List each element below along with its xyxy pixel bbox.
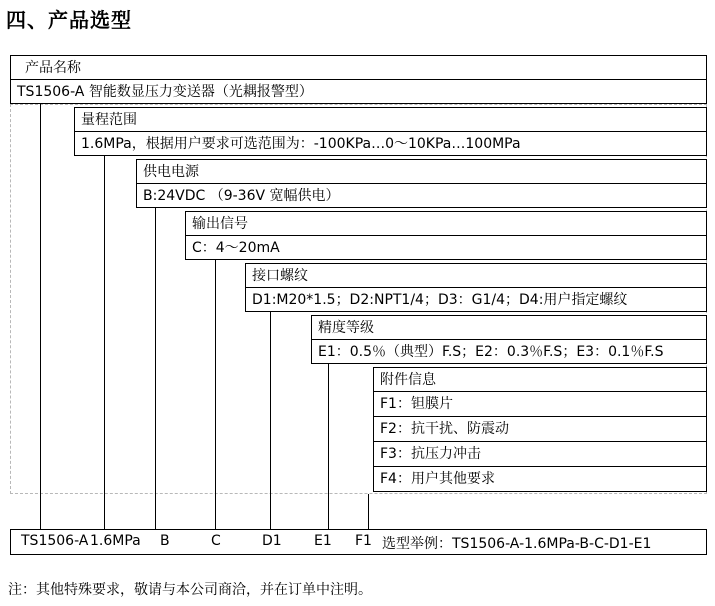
connector-accessories	[368, 494, 369, 530]
thread-value-text: D1:M20*1.5；D2:NPT1/4；D3：G1/4；D4:用户指定螺纹	[252, 292, 628, 308]
accessory-item	[373, 466, 707, 492]
product-name-value	[10, 79, 707, 104]
accuracy-header-label: 精度等级	[318, 320, 374, 336]
connector-range	[104, 156, 105, 530]
accessory-item-label: F1：钽膜片	[380, 396, 453, 412]
connector-product	[40, 104, 41, 530]
connector-accuracy	[328, 364, 329, 530]
code-model: TS1506-A	[21, 533, 89, 549]
accuracy-value	[311, 339, 707, 364]
range-value-text: 1.6MPa，根据用户要求可选范围为：-100KPa…0～10KPa…100MPa	[81, 136, 521, 152]
connector-power	[155, 208, 156, 530]
signal-value-text: C：4～20mA	[192, 240, 280, 256]
range-value	[74, 131, 707, 156]
product-name-header	[10, 55, 707, 80]
thread-header-label: 接口螺纹	[252, 268, 308, 284]
product-name-header-label: 产品名称	[25, 60, 81, 76]
section-title: 四、产品选型	[6, 8, 132, 32]
accuracy-header	[311, 315, 707, 340]
signal-header	[185, 211, 707, 236]
accessory-item-label: F4：用户其他要求	[380, 471, 495, 487]
power-header	[136, 159, 707, 184]
signal-value	[185, 235, 707, 260]
code-range: 1.6MPa	[90, 533, 141, 549]
range-header	[74, 107, 707, 132]
thread-value	[245, 287, 707, 312]
connector-signal	[215, 260, 216, 530]
code-signal: C	[211, 533, 221, 549]
power-header-label: 供电电源	[143, 164, 199, 180]
signal-header-label: 输出信号	[192, 216, 248, 232]
accessory-item-label: F2：抗干扰、防震动	[380, 421, 509, 437]
accessory-item-label: F3：抗压力冲击	[380, 446, 481, 462]
accessory-item	[373, 441, 707, 467]
product-name-value-text: TS1506-A 智能数显压力变送器（光耦报警型）	[17, 84, 313, 100]
power-value	[136, 183, 707, 208]
power-value-text: B:24VDC （9-36V 宽幅供电）	[143, 188, 340, 204]
code-accessory: F1	[355, 533, 372, 549]
thread-header	[245, 263, 707, 288]
accessory-item	[373, 416, 707, 442]
connector-thread	[270, 312, 271, 530]
selection-example: 选型举例：TS1506-A-1.6MPa-B-C-D1-E1	[382, 536, 652, 552]
accessories-header	[373, 367, 707, 392]
footnote: 注：其他特殊要求，敬请与本公司商洽，并在订单中注明。	[8, 582, 372, 598]
accessory-item	[373, 391, 707, 417]
code-thread: D1	[262, 533, 282, 549]
code-power: B	[160, 533, 170, 549]
range-header-label: 量程范围	[81, 112, 137, 128]
accuracy-value-text: E1：0.5％（典型）F.S；E2：0.3％F.S；E3：0.1％F.S	[318, 344, 664, 360]
code-accuracy: E1	[314, 533, 332, 549]
accessories-header-label: 附件信息	[380, 372, 436, 388]
